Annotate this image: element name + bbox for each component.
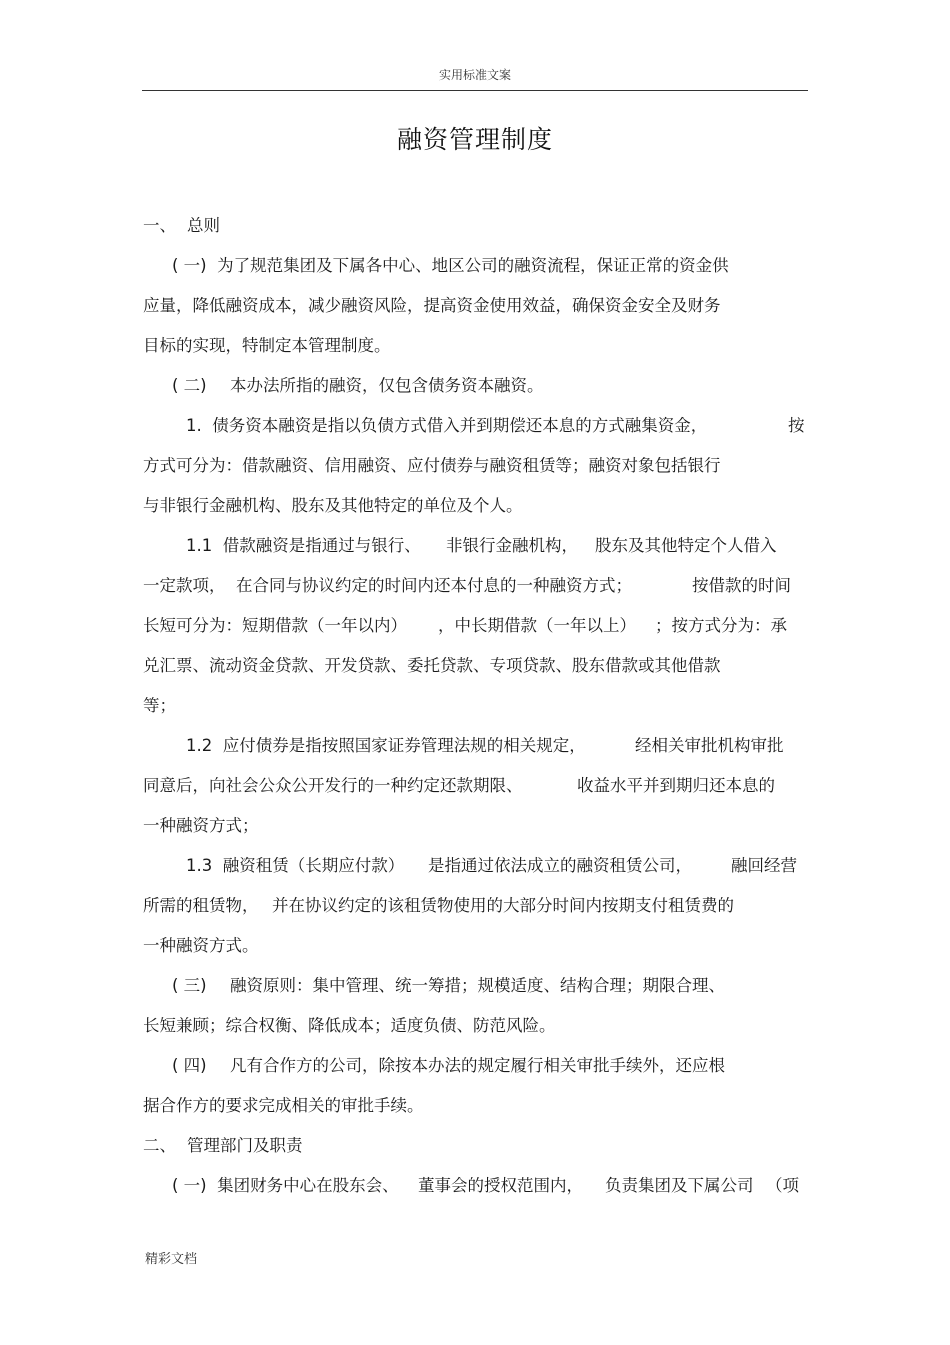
text-segment: 在合同与协议约定的时间内还本付息的一种融资方式； [236,576,632,595]
text-segment: 一、 [143,216,176,235]
text-segment: 凡有合作方的公司，除按本办法的规定履行相关审批手续外，还应根 [230,1056,725,1075]
text-segment: （项 [766,1176,799,1195]
text-segment: 一定款项， [143,576,226,595]
text-segment: 负责集团及下属公司 [605,1176,754,1195]
text-segment: 融回经营 [731,856,797,875]
text-segment: ( 三) [172,976,207,995]
text-segment: 按 [788,416,805,435]
text-segment: 1.3 融资租赁（长期应付款） [186,856,405,875]
text-segment: ；按方式分为：承 [655,616,787,635]
text-segment: 管理部门及职责 [187,1136,303,1155]
text-segment: 等； [143,696,176,715]
text-segment: 1.1 借款融资是指通过与银行、 [186,536,421,555]
text-segment: 长短可分为：短期借款（一年以内） [143,616,407,635]
text-segment: 长短兼顾；综合权衡、降低成本；适度负债、防范风险。 [143,1016,556,1035]
text-segment: 与非银行金融机构、股东及其他特定的单位及个人。 [143,496,523,515]
text-segment: 兑汇票、流动资金贷款、开发贷款、委托贷款、专项贷款、股东借款或其他借款 [143,656,721,675]
text-segment: 董事会的授权范围内， [418,1176,583,1195]
text-segment: 方式可分为：借款融资、信用融资、应付债券与融资租赁等；融资对象包括银行 [143,456,721,475]
text-segment: 股东及其他特定个人借入 [595,536,777,555]
text-segment: 一种融资方式； [143,816,259,835]
text-segment: 应量，降低融资成本，减少融资风险，提高资金使用效益，确保资金安全及财务 [143,296,721,315]
text-segment: 按借款的时间 [692,576,791,595]
text-segment: 融资原则：集中管理、统一筹措；规模适度、结构合理；期限合理、 [230,976,725,995]
text-segment: 本办法所指的融资，仅包含债务资本融资。 [230,376,544,395]
document-title: 融资管理制度 [396,125,553,154]
page-header: 实用标准文案 [438,68,511,82]
text-segment: 据合作方的要求完成相关的审批手续。 [143,1096,424,1115]
text-segment: 经相关审批机构审批 [635,736,784,755]
text-segment: ( 一) 为了规范集团及下属各中心、地区公司的融资流程，保证正常的资金供 [172,256,729,275]
text-segment: 收益水平并到期归还本息的 [577,776,775,795]
text-segment: 1. 债务资本融资是指以负债方式借入并到期偿还本息的方式融集资金， [186,416,708,435]
text-segment: 同意后，向社会公众公开发行的一种约定还款期限、 [143,776,523,795]
text-segment: 目标的实现，特制定本管理制度。 [143,336,391,355]
text-segment: ( 一) 集团财务中心在股东会、 [172,1176,399,1195]
text-segment: ( 二) [172,376,207,395]
text-segment: 总则 [187,216,220,235]
page-footer: 精彩文档 [145,1252,198,1267]
text-segment: ( 四) [172,1056,207,1075]
text-segment: 1.2 应付债券是指按照国家证券管理法规的相关规定， [186,736,586,755]
text-segment: 一种融资方式。 [143,936,259,955]
text-segment: 非银行金融机构， [446,536,578,555]
text-segment: 是指通过依法成立的融资租赁公司， [428,856,692,875]
text-segment: 所需的租赁物， [143,896,259,915]
text-segment: 二、 [143,1136,176,1155]
header-divider [142,90,808,91]
text-segment: ，中长期借款（一年以上） [438,616,636,635]
text-segment: 并在协议约定的该租赁物使用的大部分时间内按期支付租赁费的 [272,896,734,915]
